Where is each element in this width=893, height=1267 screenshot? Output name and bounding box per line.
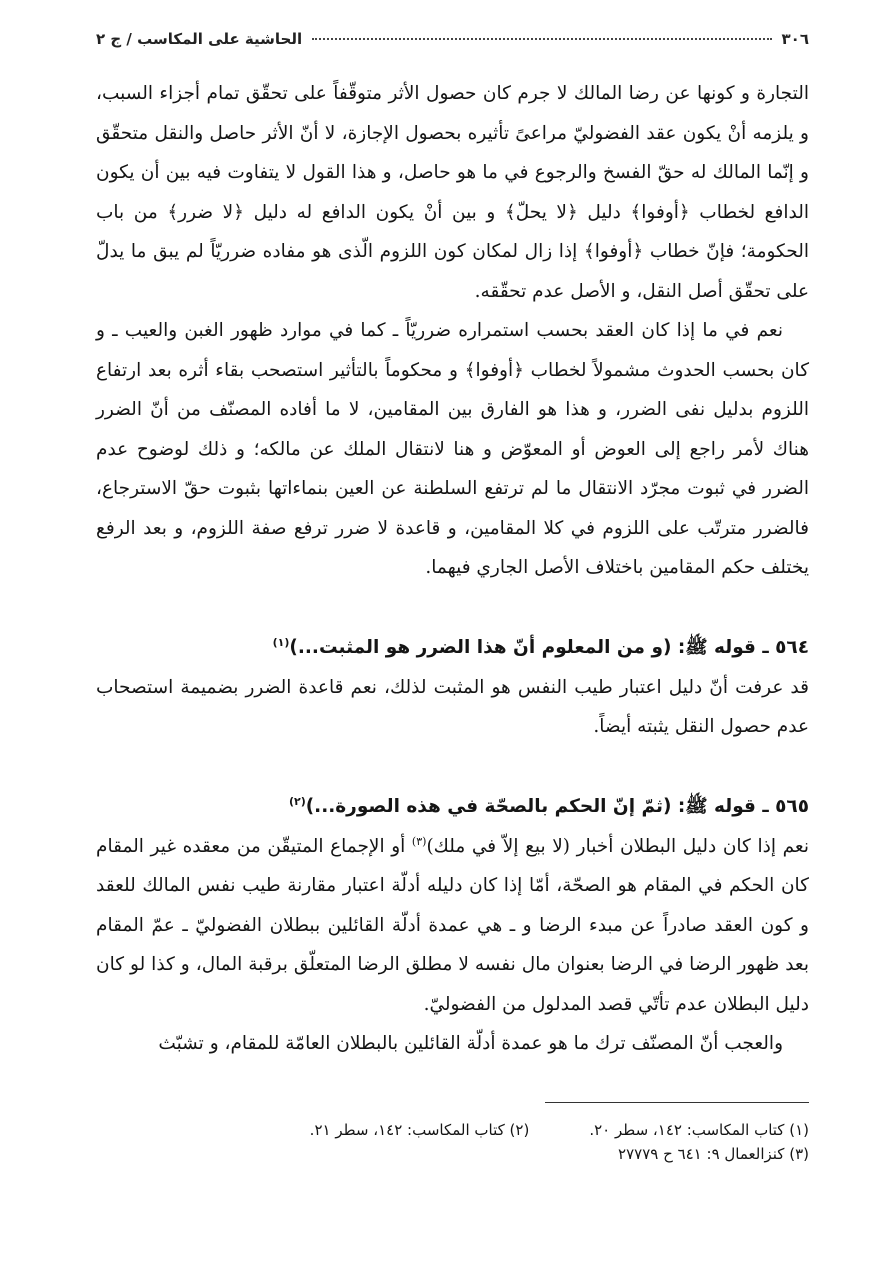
footnotes — [96, 1118, 809, 1166]
footnote-3: (٣) كنزالعمال ٩: ٦٤١ ح ٢٧٧٧٩ — [618, 1145, 809, 1163]
section-heading-564 — [96, 628, 809, 668]
footnote-1: (١) كتاب المكاسب: ١٤٢، سطر ٢٠. — [589, 1121, 809, 1139]
paragraph-1: التجارة و كونها عن رضا المالك لا جرم كان حصول الأثر متوقّفاً على تحقّق تمام أجزاء السبب، و يلزمه أنْ يكون عقد الفضوليّ مراعىً تأثيره بحصول الإجازة، لا أنّ الأثر حاصل والنقل متحقّق و إنّما المالك له حقّ الفسخ والرجوع في ما هو حاصل، و هذا القول لا يتفاوت فيه بين أن يكون الدافع لخطاب ﴿أوفوا﴾ دليل ﴿لا يحلّ﴾ و بين أنْ يكون الدافع له دليل ﴿لا ضرر﴾ من باب الحكومة؛ فإنّ خطاب ﴿أوفوا﴾ إذا زال لمكان كون اللزوم الّذى هو مفاده ضرريّاً لم يبق ما يدلّ على تحقّق أصل النقل، و الأصل عدم تحقّقه. — [96, 83, 809, 302]
book-page — [96, 30, 809, 1267]
heading-565-text: ٥٦٥ ـ قوله ﷺ: (ثمّ إنّ الحكم بالصحّة في هذه الصورة...) — [305, 795, 809, 817]
footnote-ref-3[interactable]: (٣) — [411, 834, 427, 848]
footnote-row — [96, 1142, 809, 1166]
footnote-row — [96, 1118, 809, 1142]
paragraph-5: والعجب أنّ المصنّف ترك ما هو عمدة أدلّة القائلين بالبطلان العامّة للمقام، و تشبّث — [158, 1033, 783, 1054]
paragraph-2: نعم في ما إذا كان العقد بحسب استمراره ضرريّاً ـ كما في موارد ظهور الغبن والعيب ـ و كان بحسب الحدوث مشمولاً لخطاب ﴿أوفوا﴾ و محكوماً بالتأثير استصحب بقاء أثره بعد ارتفاع اللزوم بدليل نفى الضرر، و هذا هو الفارق بين المقامين، لا ما أفاده المصنّف من أنّ الضرر هناك لأمر راجع إلى العوض أو المعوّض و هنا لانتقال الملك عن مالكه؛ و ذلك لوضوح عدم الضرر في ثبوت مجرّد الانتقال ما لم ترتفع السلطنة عن العين بنماءاتها بثبوت حقّ الاسترجاع، فالضرر مترتّب على اللزوم في كلا المقامين، و قاعدة لا ضرر ترفع صفة اللزوم، و بعد الرفع يختلف حكم المقامين باختلاف الأصل الجاري فيهما. — [96, 320, 809, 578]
body-text — [96, 74, 809, 1064]
paragraph-4-rest: أو الإجماع المتيقّن من معقده غير المقام كان الحكم في المقام هو الصحّة، أمّا إذا كان دليله أدلّة اعتبار مقارنة طيب نفس المالك للعقد و كون العقد صادراً عن مبدء الرضا و ـ هي عمدة أدلّة القائلين ببطلان الفضوليّ ـ عمّ المقام بعد ظهور الرضا في الرضا بعنوان مال نفسه لا مطلق الرضا المتعلّق برقبة المال، و كذا لو كان دليل البطلان عدم تأتّي قصد المدلول من الفضوليّ. — [96, 835, 809, 1015]
footnote-2: (٢) كتاب المكاسب: ١٤٢، سطر ٢١. — [309, 1121, 530, 1139]
paragraph-4 — [96, 827, 809, 1025]
paragraph-3: قد عرفت أنّ دليل اعتبار طيب النفس هو المثبت لذلك، نعم قاعدة الضرر بضميمة استصحاب عدم حصول النقل يثبته أيضاً. — [96, 676, 809, 737]
spacer — [96, 588, 809, 628]
heading-564-text: ٥٦٤ ـ قوله ﷺ: (و من المعلوم أنّ هذا الضرر هو المثبت...) — [289, 636, 809, 658]
footnote-divider — [545, 1102, 809, 1103]
section-heading-565 — [96, 787, 809, 827]
leader-dots — [312, 38, 771, 40]
running-title: الحاشية على المكاسب / ج ٢ — [96, 30, 303, 48]
paragraph-4-start: نعم إذا كان دليل البطلان أخبار (لا بيع إلاّ في ملك) — [426, 835, 809, 857]
footnote-ref-2[interactable]: (٢) — [288, 794, 306, 808]
spacer — [96, 747, 809, 787]
running-head — [96, 30, 809, 56]
footnote-ref-1[interactable]: (١) — [272, 635, 290, 649]
page-number: ٣٠٦ — [781, 30, 809, 48]
